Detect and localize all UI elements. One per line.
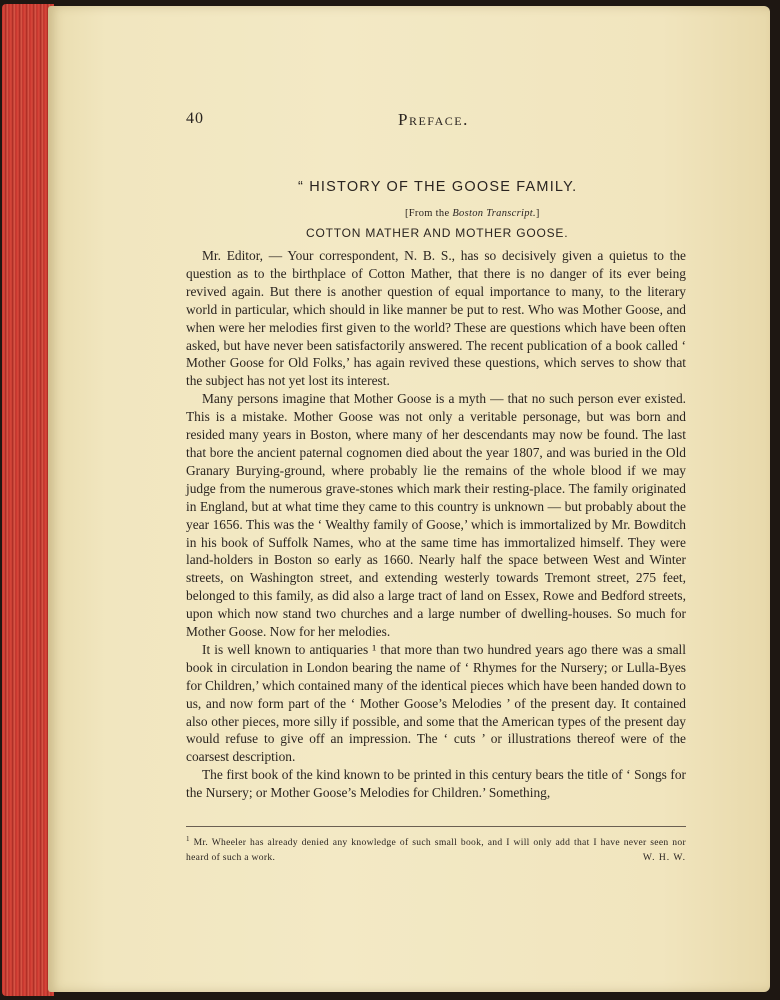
source-prefix: [From the: [405, 208, 453, 219]
source-suffix: ]: [535, 208, 540, 219]
footnote-marker: 1: [186, 835, 190, 843]
page-edges: [2, 4, 54, 996]
footnote-signature: W. H. W.: [642, 852, 686, 864]
page-number: 40: [186, 110, 204, 127]
body-text: [186, 247, 686, 802]
footnote: [186, 832, 686, 865]
paragraph-1: Mr. Editor, — Your correspondent, N. B. S., has so decisively given a quietus to the question as to the birthplace of Cotton Mather, that there is no danger of its ever being revived again. But there is another question of equal importance to many, to the literary world in particular, which should in like manner be put to rest. Who was Mother Goose, and when were her melodies first given to the world? These are questions which have been often asked, but have never been satisfactorily answered. The recent publication of a book called ‘ Mother Goose for Old Folks,’ has again revived these questions, which serves to show that the subject has not yet lost its interest.: [186, 248, 686, 389]
source-line: [405, 208, 540, 219]
article-subtitle: COTTON MATHER AND MOTHER GOOSE.: [306, 226, 569, 240]
footnote-rule: [186, 826, 686, 827]
article-title: “ HISTORY OF THE GOOSE FAMILY.: [298, 179, 578, 195]
source-publication: Boston Transcript.: [452, 208, 536, 219]
paragraph-4: The first book of the kind known to be printed in this century bears the title of ‘ Songs for the Nursery; or Mother Goose’s Melodies for Children.’ Something,: [186, 767, 686, 801]
paragraph-3: It is well known to antiquaries ¹ that more than two hundred years ago there was a small book in circulation in London bearing the name of ‘ Rhymes for the Nursery; or Lulla-Byes for Children,’ which contained many of the identical pieces which have been handed down to us, and now form part of the ‘ Mother Goose’s Melodies ’ of the present day. It contained also other pieces, more silly if possible, and some that the American types of the present day would refuse to give off an impression. The ‘ cuts ’ or illustrations thereof were of the coarsest description.: [186, 641, 686, 765]
running-head: Preface.: [398, 110, 469, 129]
paragraph-2: Many persons imagine that Mother Goose is a myth — that no such person ever existed. This is a mistake. Mother Goose was not only a veritable personage, but was born and resided many years in Boston, where many of her descendants may now be found. The last that bore the ancient paternal cognomen died about the year 1807, and was buried in the Old Granary Burying-ground, where probably lie the remains of the whole blood if we may judge from the numerous grave-stones which mark their resting-place. The family originated in England, but at what time they came to this country is unknown — but probably about the year 1656. This was the ‘ Wealthy family of Goose,’ which is immortalized by Mr. Bowditch in his book of Suffolk Names, who at the same time has immortalized himself. They were land-holders in Boston so early as 1660. Nearly half the space between West and Winter streets, on Washington street, and extending westerly towards Tremont street, 275 feet, belonged to this family, as did also a large tract of land on Essex, Rowe and Bedford streets, upon which now stand two churches and a large number of dwelling-houses. So much for Mother Goose. Now for her melodies.: [186, 391, 686, 640]
footnote-text: Mr. Wheeler has already denied any knowledge of such small book, and I will only add that I have never seen nor heard of such a work.: [186, 837, 686, 864]
book-page: [48, 6, 770, 992]
